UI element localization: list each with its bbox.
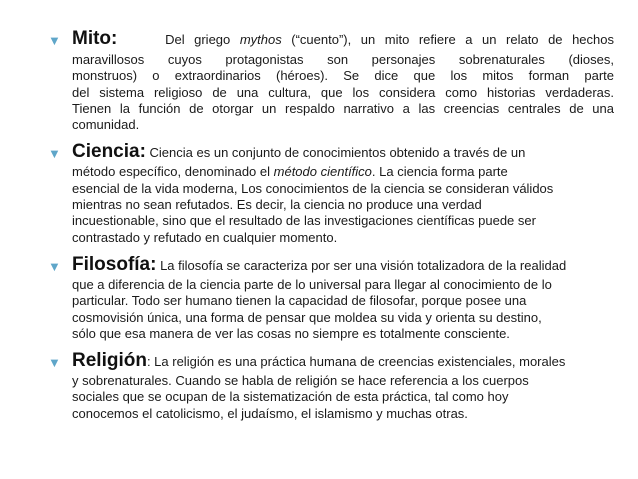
filosofia-line-3: particular. Todo ser humano tienen la capacidad de filosofar, porque posee una [72,293,527,309]
term-filosofia: Filosofía: [72,253,157,275]
filosofia-line-5: sólo que esa manera de ver las cosas no siempre es totalmente consciente. [72,325,510,341]
religion-line-1: : La religión es una práctica humana de creencias existenciales, morales [146,354,566,370]
ciencia-line-2b: . La ciencia forma parte [371,164,508,180]
ciencia-paragraph [72,141,614,245]
ciencia-line-5: incuestionable, sino que el resultado de las investigaciones científicas puede ser [72,213,536,229]
mito-line-4: del sistema religioso de una cultura, que los considera como historias verdaderas. [72,84,614,100]
ciencia-line-3: esencial de la vida moderna, Los conocimientos de la ciencia se consideran válidos [72,180,554,196]
bullet-icon: ▼ [48,258,61,274]
ciencia-line-6: contrastado y refutado en cualquier momento. [72,229,338,245]
religion-paragraph [72,350,614,422]
ciencia-line-2-italic: método científico [273,164,372,180]
mito-line-1a: Del griego [165,32,240,47]
ciencia-line-2a: método específico, denominado el [72,164,274,180]
filosofia-line-4: cosmovisión única, una forma de pensar que moldea su vida y orienta su destino, [72,309,542,325]
bullet-item-filosofia [48,254,614,342]
mito-line-2: maravillosos cuyos protagonistas son personajes sobrenaturales (dioses, [72,52,614,67]
mito-line-1b: (“cuento”), un mito refiere a un relato de hechos [281,32,614,47]
filosofia-line-1: La filosofía se caracteriza por ser una visión totalizadora de la realidad [156,257,567,273]
mito-paragraph [72,28,614,133]
mito-line-6: comunidad. [72,117,140,133]
mito-line-1-italic: mythos [239,32,282,47]
ciencia-line-1: Ciencia es un conjunto de conocimientos obtenido a través de un [145,145,526,161]
bullet-item-religion [48,350,614,422]
bullet-item-mito [48,28,614,133]
religion-line-2: y sobrenaturales. Cuando se habla de religión se hace referencia a los cuerpos [72,373,529,389]
term-ciencia: Ciencia: [72,141,146,163]
bullet-icon: ▼ [48,355,61,371]
bullet-icon: ▼ [48,146,61,162]
bullet-list [48,28,614,430]
filosofia-line-2: que a diferencia de la ciencia parte de lo universal para llegar al conocimiento de lo [72,276,552,292]
religion-line-4: conocemos el catolicismo, el judaísmo, el islamismo y muchas otras. [72,405,468,421]
filosofia-paragraph [72,254,614,342]
ciencia-line-4: mientras no sean refutados. Es decir, la ciencia no produce una verdad [72,197,482,213]
religion-line-3: sociales que se ocupan de la sistematización de esta práctica, tal como hoy [72,389,509,405]
mito-line-5: Tienen la función de otorgar un respaldo narrativo a las creencias centrales de una [72,100,614,116]
mito-line-3: monstruos) o extraordinarios (héroes). Se dice que los mitos forman parte [72,68,614,84]
bullet-item-ciencia [48,141,614,245]
term-religion: Religión [72,350,147,372]
term-mito: Mito: [72,28,118,49]
bullet-icon: ▼ [48,33,61,48]
